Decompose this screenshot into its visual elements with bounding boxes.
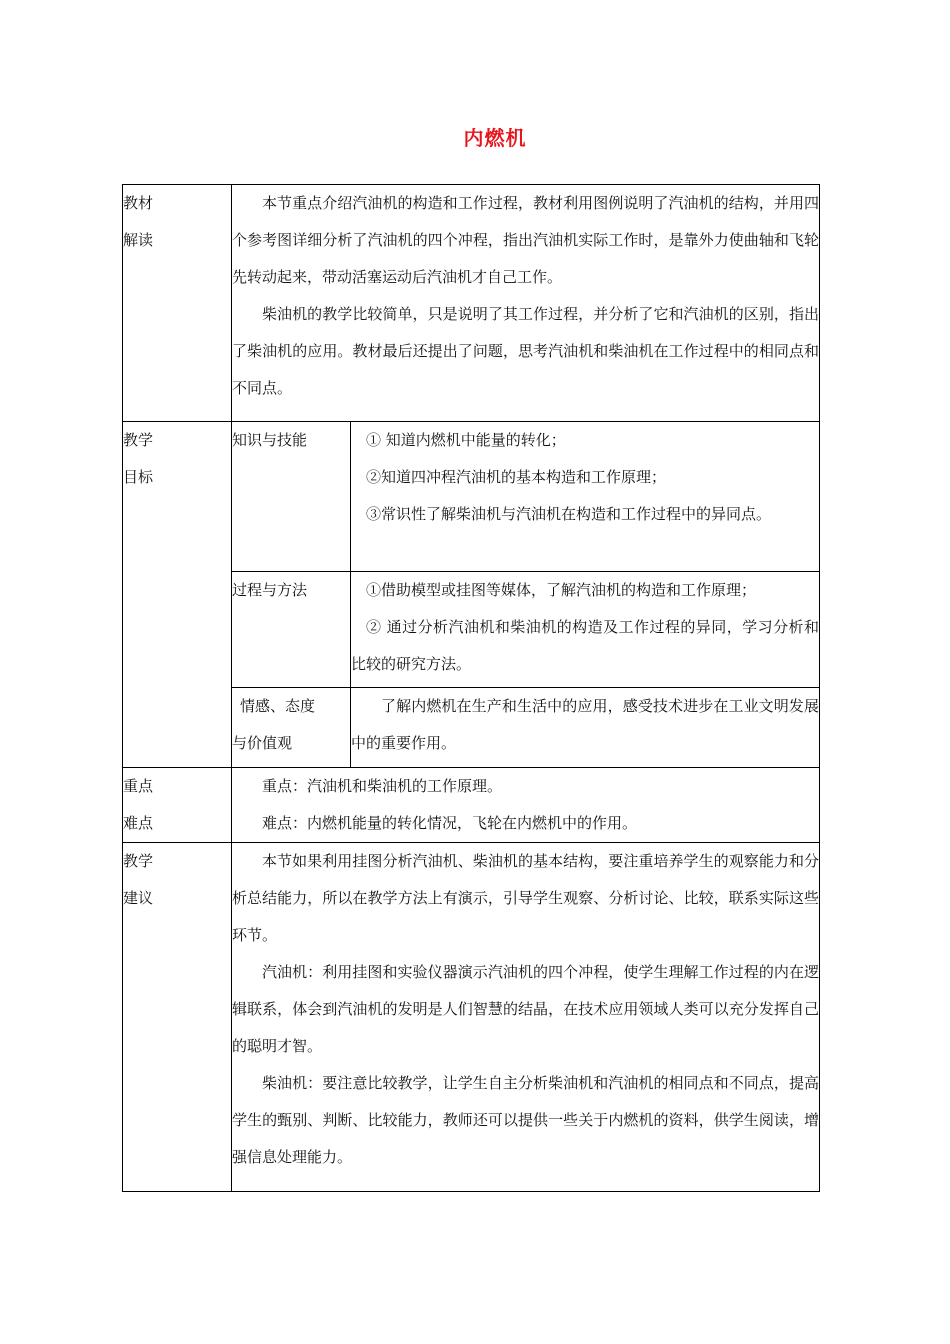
difficult-point: 难点：内燃机能量的转化情况，飞轮在内燃机中的作用。 bbox=[262, 814, 638, 832]
row-label: 教材 解读 bbox=[123, 185, 232, 422]
paragraph: 柴油机的教学比较简单，只是说明了其工作过程，并分析了它和汽油机的区别，指出了柴油机的应用。教材最后还提出了问题，思考汽油机和柴油机在工作过程中的相同点和不同点。 bbox=[232, 305, 820, 397]
list-item: ① 知道内燃机中能量的转化； bbox=[366, 431, 566, 449]
paragraph: 汽油机：利用挂图和实验仪器演示汽油机的四个冲程，使学生理解工作过程的内在逻辑联系，体会到汽油机的发明是人们智慧的结晶，在技术应用领域人类可以充分发挥自己的聪明才智。 bbox=[232, 963, 820, 1055]
row-content bbox=[232, 768, 820, 843]
sub-content bbox=[351, 688, 820, 768]
row-textbook-reading bbox=[123, 185, 820, 422]
row-content bbox=[232, 843, 820, 1192]
list-item: 了解内燃机在生产和生活中的应用，感受技术进步在工业文明发展中的重要作用。 bbox=[351, 697, 820, 752]
sub-label: 情感、态度 与价值观 bbox=[232, 688, 351, 768]
row-label: 教学 建议 bbox=[123, 843, 232, 1192]
paragraph: 本节如果利用挂图分析汽油机、柴油机的基本结构，要注重培养学生的观察能力和分析总结能力，所以在教学方法上有演示，引导学生观察、分析讨论、比较，联系实际这些环节。 bbox=[232, 852, 820, 944]
sub-label: 知识与技能 bbox=[232, 422, 351, 572]
sub-label: 过程与方法 bbox=[232, 572, 351, 688]
paragraph: 本节重点介绍汽油机的构造和工作过程，教材利用图例说明了汽油机的结构，并用四个参考图详细分析了汽油机的四个冲程，指出汽油机实际工作时，是靠外力使曲轴和飞轮先转动起来，带动活塞运动后汽油机才自己工作。 bbox=[232, 194, 820, 286]
sub-content bbox=[351, 572, 820, 688]
list-item: ①借助模型或挂图等媒体，了解汽油机的构造和工作原理； bbox=[366, 581, 757, 599]
list-item: ③常识性了解柴油机与汽油机在构造和工作过程中的异同点。 bbox=[366, 505, 772, 523]
sub-content bbox=[351, 422, 820, 572]
row-label: 教学 目标 bbox=[123, 422, 232, 768]
row-content bbox=[232, 185, 820, 422]
key-point: 重点：汽油机和柴油机的工作原理。 bbox=[262, 777, 503, 795]
row-teaching-suggestions bbox=[123, 843, 820, 1192]
row-key-points bbox=[123, 768, 820, 843]
row-goals-knowledge bbox=[123, 422, 820, 572]
paragraph: 柴油机：要注意比较教学，让学生自主分析柴油机和汽油机的相同点和不同点，提高学生的甄别、判断、比较能力，教师还可以提供一些关于内燃机的资料，供学生阅读，增强信息处理能力。 bbox=[232, 1074, 820, 1166]
page-title: 内燃机 bbox=[463, 126, 527, 150]
list-item: ② 通过分析汽油机和柴油机的构造及工作过程的异同，学习分析和比较的研究方法。 bbox=[351, 618, 820, 673]
lesson-table bbox=[122, 184, 820, 1192]
row-label: 重点 难点 bbox=[123, 768, 232, 843]
list-item: ②知道四冲程汽油机的基本构造和工作原理； bbox=[366, 468, 667, 486]
